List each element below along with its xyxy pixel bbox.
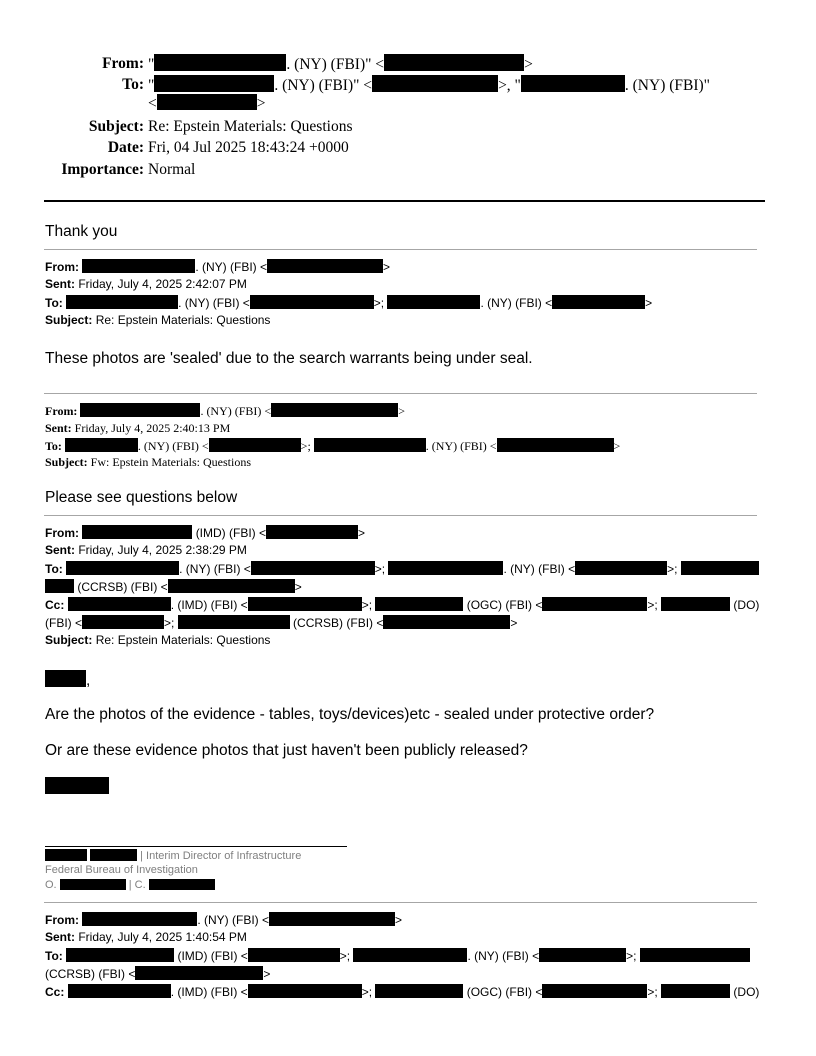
- cc-line: Cc: . (IMD) (FBI) < >; (OGC) (FBI) < >; (DO): [45, 985, 760, 999]
- redaction: [539, 948, 626, 962]
- redaction: [157, 94, 257, 110]
- from-line: From: . (NY) (FBI) < >: [45, 404, 405, 418]
- redaction: [542, 597, 647, 611]
- redaction: [45, 579, 74, 593]
- redaction: [269, 912, 395, 926]
- divider: [44, 249, 757, 250]
- redaction: [552, 295, 645, 309]
- redaction: [372, 75, 498, 92]
- to-value: " . (NY) (FBI)" < >, " . (NY) (FBI)": [148, 77, 710, 94]
- to-value-cont: < >: [148, 95, 266, 112]
- redaction: [66, 561, 179, 575]
- to-line-cont: (CCRSB) (FBI) < >: [45, 967, 271, 981]
- redaction: [575, 561, 667, 575]
- redaction: [248, 948, 340, 962]
- redaction: [542, 984, 647, 998]
- signature-phones: O. | C.: [45, 879, 215, 891]
- redaction: [266, 525, 358, 539]
- redaction: [271, 403, 398, 417]
- signature-rule: [45, 846, 347, 847]
- redaction: [82, 259, 195, 273]
- to-line-cont: (CCRSB) (FBI) < >: [45, 579, 302, 594]
- cc-line-cont: (FBI) < >; (CCRSB) (FBI) < >: [45, 616, 518, 630]
- redaction: [82, 525, 192, 539]
- redaction: [154, 54, 286, 71]
- from-line: From: . (NY) (FBI) < >: [45, 260, 391, 274]
- redaction: [497, 438, 614, 452]
- signoff-redaction: [45, 777, 109, 794]
- from-line: From: (IMD) (FBI) < >: [45, 526, 366, 540]
- redaction: [66, 295, 178, 309]
- message-1-body: These photos are 'sealed' due to the search warrants being under seal.: [45, 350, 533, 367]
- greeting: ,: [45, 670, 90, 690]
- redaction: [248, 984, 362, 998]
- date-label: Date:: [107, 139, 144, 156]
- redaction: [375, 597, 463, 611]
- to-line: To: (IMD) (FBI) < >; . (NY) (FBI) < >;: [45, 948, 750, 963]
- redaction: [640, 948, 750, 962]
- divider: [44, 902, 757, 903]
- redaction: [66, 948, 174, 962]
- redaction: [388, 561, 503, 575]
- redaction: [68, 984, 171, 998]
- redaction: [248, 597, 362, 611]
- date-value: Fri, 04 Jul 2025 18:43:24 +0000: [148, 139, 349, 156]
- sent-line: Sent: Friday, July 4, 2025 2:42:07 PM: [45, 277, 247, 291]
- subject-label: Subject:: [88, 118, 144, 135]
- sent-line: Sent: Friday, July 4, 2025 2:40:13 PM: [45, 421, 231, 435]
- to-line: To: . (NY) (FBI) < >; . (NY) (FBI) < >: [45, 439, 621, 453]
- redaction: [661, 984, 730, 998]
- subject-line: Subject: Re: Epstein Materials: Questions: [45, 313, 271, 327]
- redaction: [82, 912, 197, 926]
- redaction: [149, 879, 215, 890]
- redaction: [251, 561, 375, 575]
- from-label: From:: [102, 55, 144, 72]
- redaction: [45, 849, 87, 861]
- redaction: [250, 295, 374, 309]
- sent-line: Sent: Friday, July 4, 2025 1:40:54 PM: [45, 930, 247, 944]
- signature-org: Federal Bureau of Investigation: [45, 864, 198, 876]
- from-value: " . (NY) (FBI)" < >: [148, 56, 533, 73]
- redaction: [387, 295, 480, 309]
- redaction: [65, 438, 138, 452]
- redaction: [90, 849, 137, 861]
- redaction: [681, 561, 759, 575]
- sent-line: Sent: Friday, July 4, 2025 2:38:29 PM: [45, 543, 247, 557]
- redaction: [168, 579, 295, 593]
- question-2: Or are these evidence photos that just haven't been publicly released?: [45, 742, 528, 759]
- redaction: [80, 403, 200, 417]
- redaction: [82, 615, 164, 629]
- redaction: [154, 75, 274, 92]
- subject-line: Subject: Fw: Epstein Materials: Questions: [45, 455, 251, 469]
- redaction: [267, 259, 383, 273]
- redaction: [45, 670, 86, 687]
- header-divider: [44, 200, 765, 202]
- redaction: [314, 438, 426, 452]
- redaction: [383, 615, 510, 629]
- to-label: To:: [122, 76, 144, 93]
- question-1: Are the photos of the evidence - tables, toys/devices)etc - sealed under protective order?: [45, 706, 655, 723]
- divider: [44, 393, 757, 394]
- redaction: [135, 966, 263, 980]
- to-line: To: . (NY) (FBI) < >; . (NY) (FBI) < >: [45, 296, 653, 310]
- redaction: [353, 948, 467, 962]
- redaction: [178, 615, 290, 629]
- redaction: [68, 597, 171, 611]
- redaction: [521, 75, 625, 92]
- from-line: From: . (NY) (FBI) < >: [45, 913, 403, 927]
- message-2-body: Please see questions below: [45, 489, 238, 506]
- redaction: [209, 438, 301, 452]
- importance-value: Normal: [148, 161, 196, 178]
- importance-label: Importance:: [61, 161, 144, 178]
- subject-line: Subject: Re: Epstein Materials: Questions: [45, 633, 271, 647]
- reply-text: Thank you: [45, 223, 118, 240]
- redaction: [661, 597, 730, 611]
- redaction: [375, 984, 463, 998]
- to-line: To: . (NY) (FBI) < >; . (NY) (FBI) < >;: [45, 561, 759, 576]
- divider: [44, 515, 757, 516]
- redaction: [384, 54, 524, 71]
- cc-line: Cc: . (IMD) (FBI) < >; (OGC) (FBI) < >; (DO): [45, 598, 760, 612]
- redaction: [60, 879, 126, 890]
- subject-value: Re: Epstein Materials: Questions: [148, 118, 353, 135]
- signature-title-line: | Interim Director of Infrastructure: [45, 849, 301, 862]
